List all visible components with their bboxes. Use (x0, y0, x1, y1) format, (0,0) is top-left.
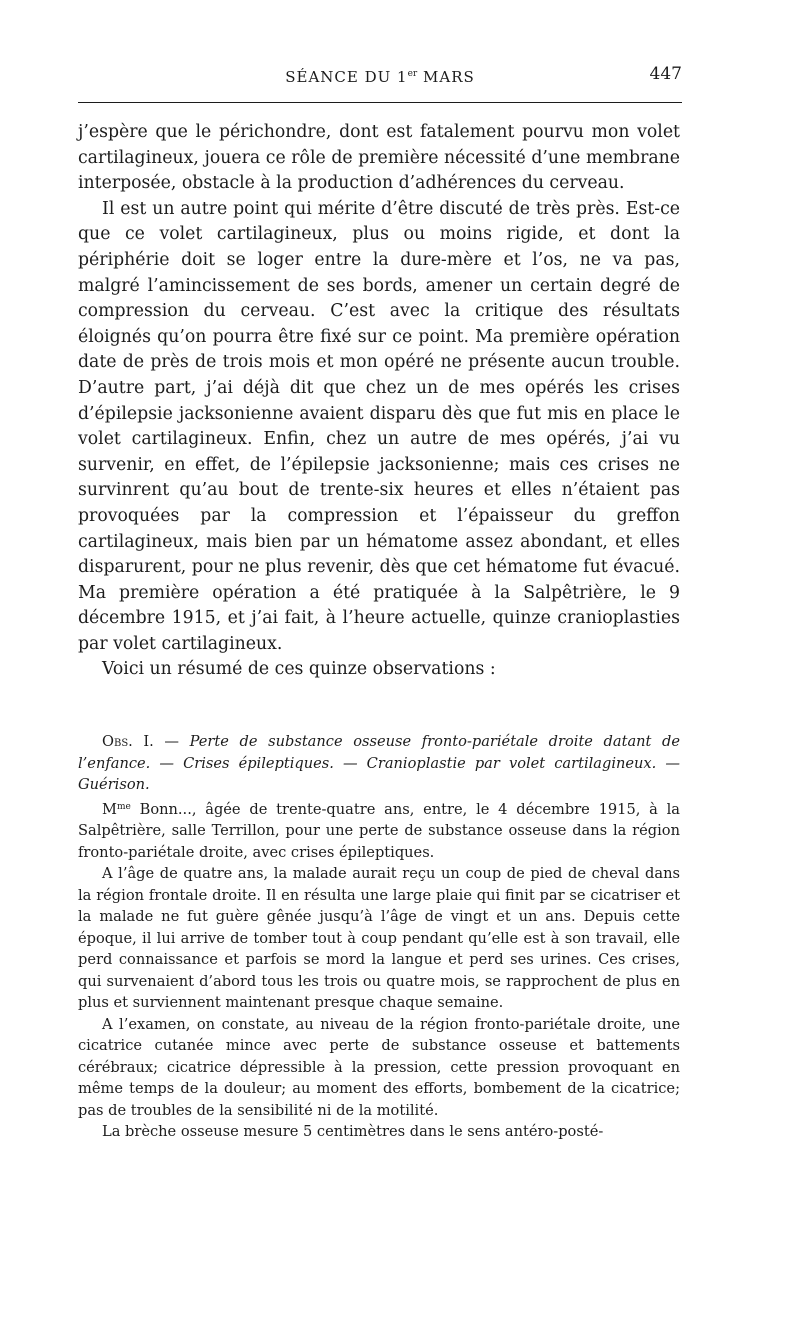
patient-superscript: me (116, 801, 131, 812)
observation-paragraph: La brèche osseuse mesure 5 centimètres dans le sens antéro-posté- (102, 1123, 604, 1140)
paragraph: Il est un autre point qui mérite d’être discuté de très près. Est-ce que ce volet cartilagineux, plus ou moins rigide, et dont la périphérie doit se loger entre la dure-mère et l’os, ne va pas, malgré l’amincissement de ses bords, amener un certain degré de compression du cerveau. C’est avec la critique des résultats éloignés qu’on pourra être fixé sur ce point. Ma première opération date de près de trois mois et mon opéré ne présente aucun trouble. D’autre part, j’ai déjà dit que chez un de mes opérés les crises d’épilepsie jacksonienne avaient disparu dès que fut mis en place le volet cartilagineux. Enfin, chez un autre de mes opérés, j’ai vu survenir, en effet, de l’épilepsie jacksonienne; mais ces crises ne survinrent qu’au bout de trente-six heures et elles n’étaient pas provoquées par la compression et l’épaisseur du greffon cartilagineux, mais bien par un hématome assez abondant, et elles disparurent, pour ne plus revenir, dès que cet hématome fut évacué. Ma première opération a été pratiquée à la Salpêtrière, le 9 décembre 1915, et j’ai fait, à l’heure actuelle, quinze cranioplasties par volet cartilagineux. (78, 198, 680, 654)
header-rule (78, 102, 682, 103)
running-title: SÉANCE DU 1er MARS (285, 68, 475, 86)
main-text (78, 120, 680, 683)
observation-paragraph: A l’âge de quatre ans, la malade aurait reçu un coup de pied de cheval dans la région frontale droite. Il en résulta une large plaie qui finit par se cicatriser et la malade ne fut guère gênée jusqu’à l’âge de vingt et un ans. Depuis cette époque, il lui arrive de tomber tout à coup pendant qu’elle est à son travail, elle perd connaissance et parfois se mord la langue et perd ses urines. Ces crises, qui survenaient d’abord tous les trois ou quatre mois, se rapprochent de plus en plus et surviennent maintenant presque chaque semaine. (78, 865, 680, 1011)
observation-section (78, 731, 680, 1143)
paragraph: j’espère que le périchondre, dont est fatalement pourvu mon volet cartilagineux, jouera ce rôle de première nécessité d’une membrane interposée, obstacle à la production d’adhérences du cerveau. (78, 122, 680, 194)
observation-title: Perte de substance osseuse fronto-pariétale droite datant de l’enfance. — Crises épileptiques. — Cranioplastie par volet cartilagineux. — Guérison. (78, 733, 681, 793)
observation-label: Obs. I. — (102, 733, 190, 750)
paragraph: Voici un résumé de ces quinze observations : (102, 659, 496, 680)
page-number: 447 (649, 64, 682, 84)
running-header (78, 62, 682, 92)
title-superscript: er (407, 69, 418, 79)
observation-paragraph: A l’examen, on constate, au niveau de la région fronto-pariétale droite, une cicatrice cutanée mince avec perte de substance osseuse et battements cérébraux; cicatrice dépressible à la pression, cette pression provoquant en même temps de la douleur; au moment des efforts, bombement de la cicatrice; pas de troubles de la sensibilité ni de la motilité. (78, 1015, 680, 1119)
observation-heading (78, 731, 680, 796)
observation-patient: $M^{me}$ Bonn..., âgée de trente-quatre ans, entre, le 4 décembre 1915, à la Salpêtrière, salle Terrillon, pour une perte de substance osseuse dans la région fronto-pariétale droite, avec crises épileptiques. (78, 800, 680, 861)
